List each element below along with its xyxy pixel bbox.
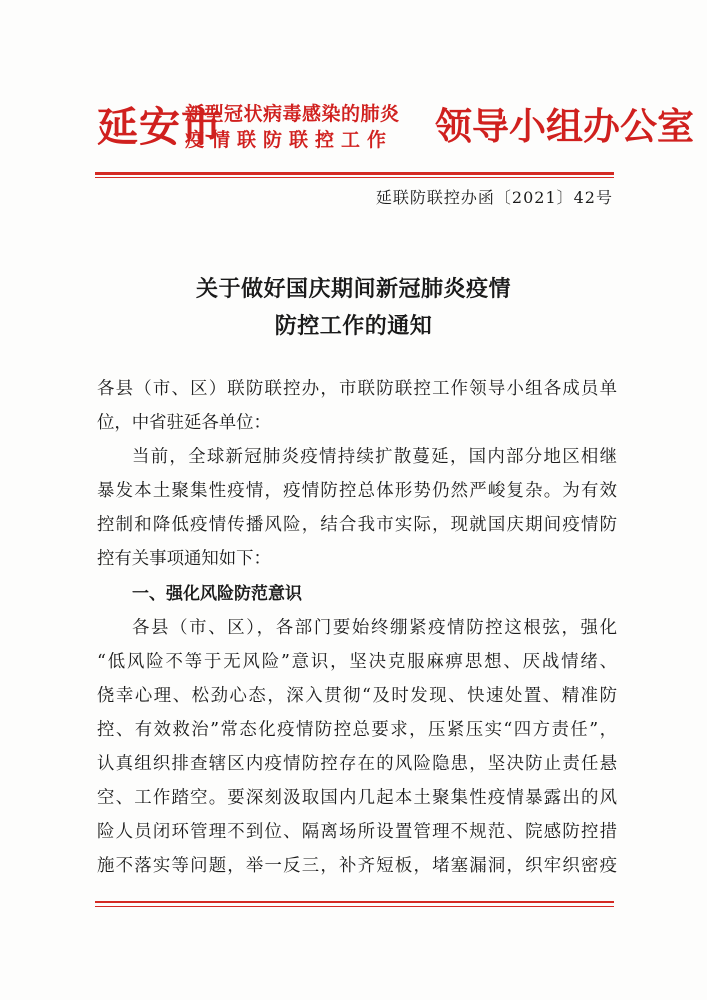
letterhead-city: 延安市 xyxy=(97,103,223,151)
section-heading: 一、强化风险防范意识 xyxy=(132,583,302,604)
letterhead-middle xyxy=(185,101,435,153)
body-line: 侥幸心理、松劲心态，深入贯彻“及时发现、快速处置、精准防 xyxy=(97,685,617,706)
body-line: 当前，全球新冠肺炎疫情持续扩散蔓延，国内部分地区相继 xyxy=(132,447,617,468)
red-rule-bottom-thin xyxy=(95,906,614,907)
letterhead-middle-line-1: 新型冠状病毒感染的肺炎 xyxy=(185,103,400,125)
body-line: 空、工作踏空。要深刻汲取国内几起本土聚集性疫情暴露出的风 xyxy=(97,788,617,809)
document-title-line-2: 防控工作的通知 xyxy=(274,314,433,339)
document-number: 延联防联控办函〔2021〕42号 xyxy=(375,188,613,207)
body-line: 控、有效救治”常态化疫情防控总要求，压紧压实“四方责任”， xyxy=(97,719,617,740)
body-line: 各县（市、区）联防联控办，市联防联控工作领导小组各成员单 xyxy=(97,379,617,399)
letterhead-office: 领导小组办公室 xyxy=(435,105,694,148)
body-line: 各县（市、区），各部门要始终绷紧疫情防控这根弦，强化 xyxy=(132,617,617,638)
body-line: 暴发本土聚集性疫情，疫情防控总体形势仍然严峻复杂。为有效 xyxy=(97,481,617,502)
body-line: 施不落实等问题，举一反三，补齐短板，堵塞漏洞，织牢织密疫 xyxy=(97,856,617,877)
document-title-line-1: 关于做好国庆期间新冠肺炎疫情 xyxy=(195,277,511,302)
letterhead-middle-line-2: 疫情联防联控工作 xyxy=(185,129,394,151)
document-body xyxy=(97,372,617,883)
red-rule-top-thick xyxy=(95,172,614,175)
body-line: 认真组织排查辖区内疫情防控存在的风险隐患，坚决防止责任悬 xyxy=(97,754,617,775)
red-rule-bottom-thick xyxy=(95,901,614,903)
body-line: 险人员闭环管理不到位、隔离场所设置管理不规范、院感防控措 xyxy=(97,822,617,843)
body-line: “低风险不等于无风险”意识，坚决克服麻痹思想、厌战情绪、 xyxy=(97,651,617,672)
body-line: 控有关事项通知如下： xyxy=(97,549,271,570)
body-line: 位，中省驻延各单位： xyxy=(97,413,271,434)
letterhead xyxy=(97,96,694,166)
red-rule-top-thin xyxy=(95,177,614,178)
body-line: 控制和降低疫情传播风险，结合我市实际，现就国庆期间疫情防 xyxy=(97,515,617,536)
